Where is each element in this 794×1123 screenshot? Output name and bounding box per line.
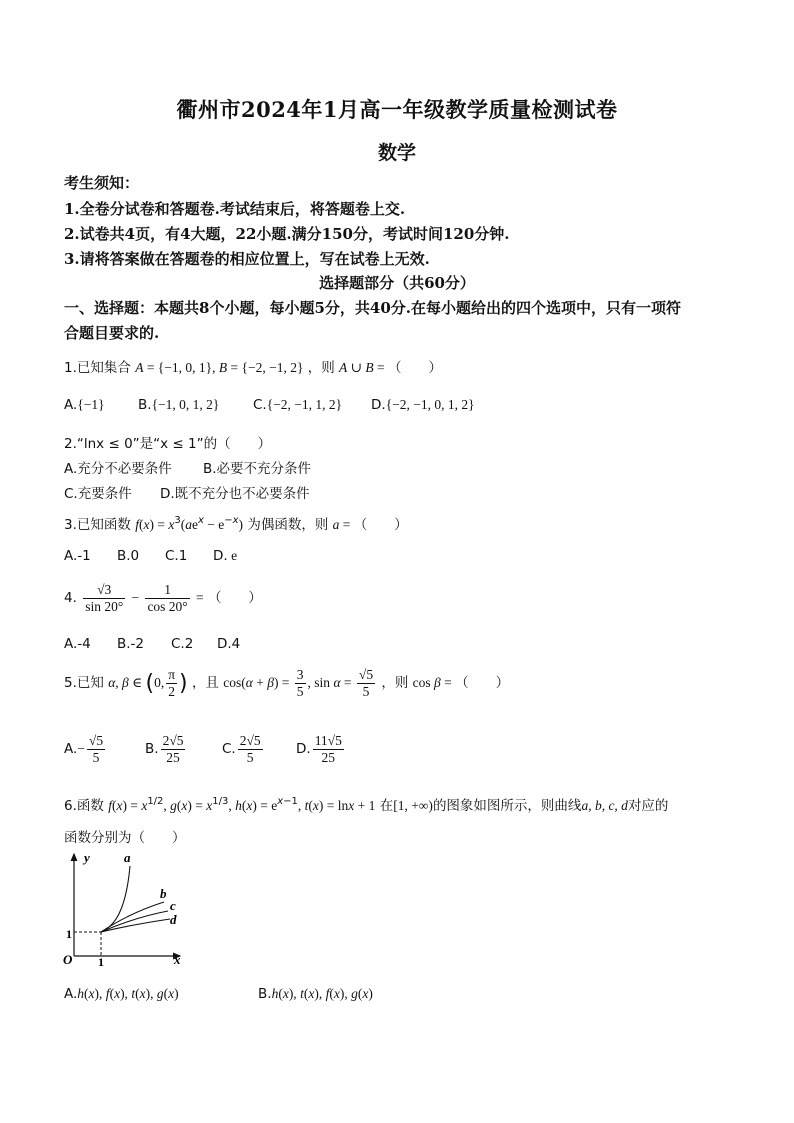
curve-b-label: b <box>160 886 167 901</box>
q5-option-b: B. $\frac{2√5}{25}$ <box>145 733 184 765</box>
q1-paren: （ ） <box>387 360 442 376</box>
curve-a-label: a <box>124 850 131 865</box>
exam-title: 衢州市2024年1月高一年级教学质量检测试卷 <box>176 97 618 122</box>
function-graph <box>60 848 190 966</box>
q6-option-b: B.h(x), t(x), f(x), g(x) <box>258 986 373 1002</box>
q3-option-d: D. e <box>213 548 238 564</box>
subject-title: 数学 <box>377 142 416 164</box>
q4-option-c: C.2 <box>171 636 194 652</box>
origin-label: O <box>63 952 73 966</box>
question-6-line2: 函数分别为（ ） <box>64 830 186 846</box>
curve-d-label: d <box>170 912 177 927</box>
q6-option-a: A.h(x), f(x), t(x), g(x) <box>64 986 179 1002</box>
question-6: 6.函数 $f(x) = x^{1/2}$, $g(x) = x^{1/3}$, $h(x) = e^{x-1}$, t(x) = lnx + 1 在[1, +∞)的图象如图所示，则曲线a, b, c, d对应的 <box>64 796 669 814</box>
section-intro-line1: 一、选择题：本题共8个小题，每小题5分，共40分.在每小题给出的四个选项中，只有一项符 <box>64 299 681 317</box>
axis-x-label: x <box>174 952 181 966</box>
q2-option-a: A.充分不必要条件 <box>64 461 172 477</box>
q4-option-a: A.-4 <box>64 636 91 652</box>
question-4: 4. $\frac{√3}{\sin 20^\circ}$ − $\frac{1}{\cos 20^\circ}$ = （ ） <box>64 582 262 614</box>
curve-c-label: c <box>170 898 176 913</box>
q1-suffix: ，则 <box>307 360 335 376</box>
q1-option-c: C.{−2, −1, 1, 2} <box>253 397 343 413</box>
q5-option-a: A.− $\frac{√5}{5}$ <box>64 733 104 765</box>
tick-x-label: 1 <box>98 955 104 966</box>
q5-option-c: C. $\frac{2√5}{5}$ <box>222 733 261 765</box>
section-title: 选择题部分（共60分） <box>319 274 475 292</box>
q2-option-c: C.充要条件 <box>64 486 132 502</box>
tick-y-label: 1 <box>66 927 72 941</box>
question-2: 2.“lnx ≤ 0”是“x ≤ 1”的（ ） <box>64 436 272 452</box>
notice-item-3: 3.请将答案做在答题卷的相应位置上，写在试卷上无效. <box>64 250 430 268</box>
question-1: 1.已知集合 A = {−1, 0, 1}, B = {−2, −1, 2} ，则 A ∪ B = （ ） <box>64 360 442 376</box>
q1-sets: A <box>135 360 144 375</box>
q3-option-c: C.1 <box>165 548 188 564</box>
curve-c <box>101 911 168 932</box>
question-3: 3.已知函数 $f(x) = x^3(ae^x - e^{-x})$ 为偶函数，则 a = （ ） <box>64 515 408 533</box>
q1-option-b: B.{−1, 0, 1, 2} <box>138 397 220 413</box>
q1-option-a: A.{−1} <box>64 397 105 413</box>
q1-prefix: 1.已知集合 <box>64 360 131 376</box>
question-5: 5.已知 α, β ∈ (0, $\frac{\pi}{2}$ ) ，且 cos(α + β) = $\frac{3}{5}$ , sin α = $\frac{√5}{5}$ ，则 cos β = （ ） <box>64 667 510 699</box>
q3-option-a: A.-1 <box>64 548 91 564</box>
notice-item-2: 2.试卷共4页，有4大题，22小题.满分150分，考试时间120分钟. <box>64 225 510 243</box>
section-intro-line2: 合题目要求的. <box>64 324 160 342</box>
axis-y-label: y <box>84 850 90 865</box>
notice-heading: 考生须知： <box>64 174 140 192</box>
q4-option-d: D.4 <box>217 636 241 652</box>
q2-option-d: D.既不充分也不必要条件 <box>160 486 310 502</box>
q1-option-d: D.{−2, −1, 0, 1, 2} <box>371 397 475 413</box>
q4-option-b: B.-2 <box>117 636 145 652</box>
notice-item-1: 1.全卷分试卷和答题卷.考试结束后，将答题卷上交. <box>64 200 406 218</box>
q3-option-b: B.0 <box>117 548 140 564</box>
q5-option-d: D. $\frac{11√5}{25}$ <box>296 733 342 765</box>
q2-option-b: B.必要不充分条件 <box>203 461 312 477</box>
